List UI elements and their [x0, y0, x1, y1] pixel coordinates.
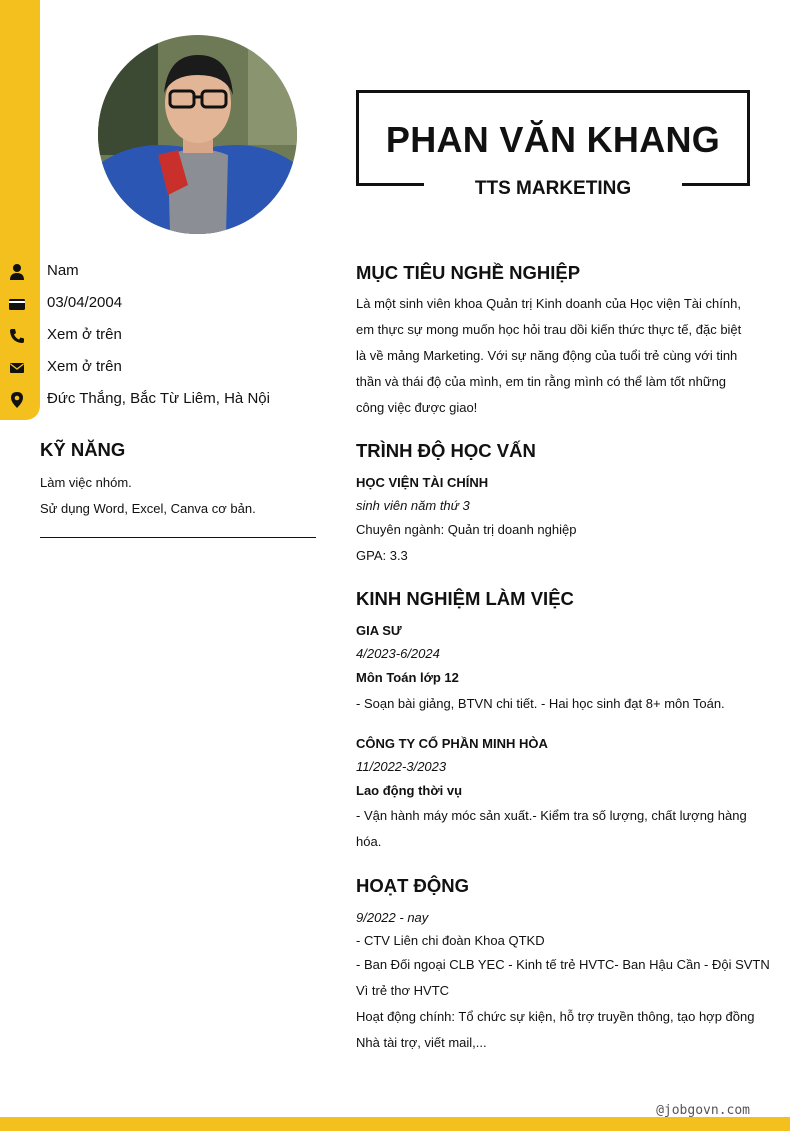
activity-line: - Ban Đối ngoại CLB YEC - Kinh tế trẻ HVTC- Ban Hậu Cần - Đội SVTN: [356, 957, 770, 972]
gpa: GPA: 3.3: [356, 548, 408, 563]
activity-line: Vì trẻ thơ HVTC: [356, 983, 450, 998]
phone-icon: [8, 327, 26, 345]
study-status: sinh viên năm thứ 3: [356, 498, 470, 513]
activity-line: Nhà tài trợ, viết mail,...: [356, 1035, 487, 1050]
objective-line: công việc được giao!: [356, 400, 478, 415]
job-description: [356, 803, 750, 855]
job-description-line: - Vận hành máy móc sản xuất.- Kiểm tra số lượng, chất lượng hàng: [356, 808, 747, 823]
skill-item: Làm việc nhóm.: [40, 475, 132, 490]
info-birthdate-text: 03/04/2004: [47, 294, 123, 311]
info-address-text: Đức Thắng, Bắc Từ Liêm, Hà Nội: [47, 390, 270, 407]
skills-divider: [40, 537, 316, 538]
objective-line: là về mảng Marketing. Với sự năng động của tuổi trẻ cùng với tinh: [356, 348, 738, 363]
name-frame: [356, 90, 750, 199]
objective-title: MỤC TIÊU NGHỀ NGHIỆP: [356, 262, 581, 283]
activity-line: - CTV Liên chi đoàn Khoa QTKD: [356, 933, 545, 948]
activities-title: HOẠT ĐỘNG: [356, 875, 470, 896]
job-company: CÔNG TY CỔ PHẦN MINH HÒA: [356, 736, 548, 751]
candidate-role: TTS MARKETING: [474, 178, 632, 199]
school-name: HỌC VIỆN TÀI CHÍNH: [356, 475, 489, 490]
calendar-card-icon: [8, 295, 26, 313]
watermark: @jobgovn.com: [656, 1103, 750, 1118]
job-position: Lao động thời vụ: [356, 783, 463, 798]
location-pin-icon: [8, 391, 26, 409]
objective-text: [356, 291, 750, 421]
job-company: GIA SƯ: [356, 623, 402, 638]
person-icon: [8, 263, 26, 281]
left-accent-bar: [0, 0, 40, 420]
activity-period: 9/2022 - nay: [356, 910, 429, 925]
info-email-text: Xem ở trên: [47, 358, 122, 375]
job-position: Môn Toán lớp 12: [356, 670, 459, 685]
objective-line: em thực sự mong muốn học hỏi trau dồi kiến thức thực tế, đặc biệt: [356, 322, 742, 337]
job-description-line: hóa.: [356, 834, 382, 849]
job-description-line: - Soạn bài giảng, BTVN chi tiết. - Hai học sinh đạt 8+ môn Toán.: [356, 696, 725, 711]
info-phone-text: Xem ở trên: [47, 326, 122, 343]
frame-bottom-left: [356, 183, 424, 186]
experience-title: KINH NGHIỆM LÀM VIỆC: [356, 588, 574, 609]
skills-title: KỸ NĂNG: [40, 439, 126, 460]
profile-photo: [98, 35, 297, 234]
education-title: TRÌNH ĐỘ HỌC VẤN: [356, 440, 536, 461]
info-gender-text: Nam: [47, 262, 79, 279]
objective-line: thần và thái độ của mình, em tin rằng mình có thể làm tốt những: [356, 374, 727, 389]
email-icon: [8, 359, 26, 377]
major: Chuyên ngành: Quản trị doanh nghiệp: [356, 522, 577, 537]
activity-line: Hoạt động chính: Tổ chức sự kiện, hỗ trợ truyền thông, tạo hợp đồng: [356, 1009, 755, 1024]
frame-bottom-right: [682, 183, 750, 186]
skill-item: Sử dụng Word, Excel, Canva cơ bản.: [40, 501, 256, 516]
job-period: 4/2023-6/2024: [356, 646, 440, 661]
candidate-name: PHAN VĂN KHANG: [385, 119, 721, 160]
bottom-accent-bar: [0, 1117, 790, 1131]
objective-line: Là một sinh viên khoa Quản trị Kinh doanh của Học viện Tài chính,: [356, 296, 741, 311]
job-period: 11/2022-3/2023: [356, 759, 447, 774]
